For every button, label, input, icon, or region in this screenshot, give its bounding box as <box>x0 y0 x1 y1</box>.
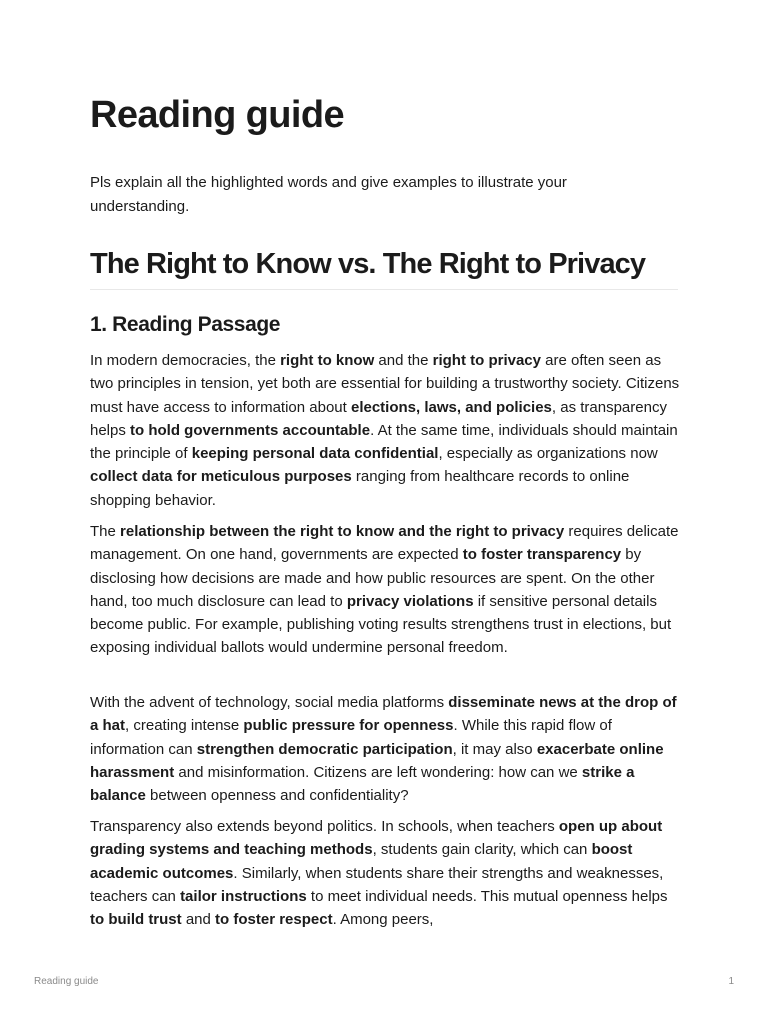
highlighted-term: boost academic outcomes <box>90 841 633 882</box>
passage-text: ranging from healthcare records to online shopping behavior. <box>90 468 630 509</box>
passage-text: are often seen as two principles in tension, yet both are essential for building a trustworthy society. Citizens must have access to information about <box>90 352 680 416</box>
highlighted-term: public pressure for openness <box>243 717 454 735</box>
highlighted-term: right to know <box>280 352 375 369</box>
passage-text: The <box>90 523 121 540</box>
highlighted-term: collect data for meticulous purposes <box>90 468 352 486</box>
highlighted-term: exacerbate online harassment <box>90 740 664 781</box>
passage-text: and <box>181 911 216 929</box>
footer-page-number: 1 <box>728 976 734 987</box>
passage-text: In modern democracies, the <box>90 352 281 369</box>
highlighted-term: tailor instructions <box>180 887 307 905</box>
passage-text: . While this rapid flow of information can <box>90 717 612 758</box>
passage-text: . Among peers, <box>332 911 434 929</box>
passage-text: Transparency also extends beyond politics. In schools, when teachers <box>90 818 559 835</box>
highlighted-term: open up about grading systems and teaching methods <box>90 818 663 859</box>
highlighted-term: disseminate news at the drop of a hat <box>90 694 677 735</box>
passage-paragraph-4 <box>90 815 680 931</box>
passage-text: . At the same time, individuals should maintain the principle of <box>90 421 678 463</box>
passage-text: , creating intense <box>125 717 244 735</box>
highlighted-term: elections, laws, and policies <box>350 398 552 416</box>
passage-text: between openness and confidentiality? <box>145 787 409 805</box>
passage-paragraph-1 <box>90 349 680 512</box>
passage-text: by disclosing how decisions are made and how public resources are spent. On the other hand, too much disclosure can lead to <box>90 546 655 610</box>
footer-document-title: Reading guide <box>34 976 99 987</box>
passage-text: , students gain clarity, which can <box>372 841 592 859</box>
passage-text: . Similarly, when students share their strengths and weaknesses, teachers can <box>90 864 664 905</box>
highlighted-term: relationship between the right to know and the right to privacy <box>120 523 565 540</box>
highlighted-term: to build trust <box>90 911 182 929</box>
highlighted-term: strike a balance <box>90 763 635 805</box>
intro-instruction: Pls explain all the highlighted words and give examples to illustrate your understanding. <box>90 174 567 215</box>
passage-text: and the <box>374 352 433 369</box>
passage-paragraph-3 <box>90 691 680 807</box>
passage-text: and misinformation. Citizens are left wondering: how can we <box>174 763 582 781</box>
document-title: Reading guide <box>90 94 344 136</box>
subsection-title: 1. Reading Passage <box>90 313 281 336</box>
highlighted-term: keeping personal data confidential <box>191 445 439 463</box>
passage-text: , as transparency helps <box>90 398 667 439</box>
highlighted-term: to hold governments accountable <box>130 421 371 439</box>
passage-text: , especially as organizations now <box>438 445 658 463</box>
highlighted-term: to foster transparency <box>462 546 622 564</box>
highlighted-term: to foster respect <box>215 911 333 929</box>
passage-text: to meet individual needs. This mutual openness helps <box>306 887 668 905</box>
section-title: The Right to Know vs. The Right to Privacy <box>90 245 678 290</box>
passage-text: With the advent of technology, social media platforms <box>90 694 449 711</box>
highlighted-term: right to privacy <box>432 352 541 369</box>
highlighted-term: privacy violations <box>346 592 474 610</box>
highlighted-term: strengthen democratic participation <box>196 740 453 758</box>
passage-paragraph-2 <box>90 520 680 660</box>
passage-text: if sensitive personal details become public. For example, publishing voting results strengthens trust in elections, but exposing individual ballots would undermine personal freedom. <box>90 592 672 657</box>
passage-text: , it may also <box>452 740 537 758</box>
passage-text: requires delicate management. On one hand, governments are expected <box>90 523 679 564</box>
